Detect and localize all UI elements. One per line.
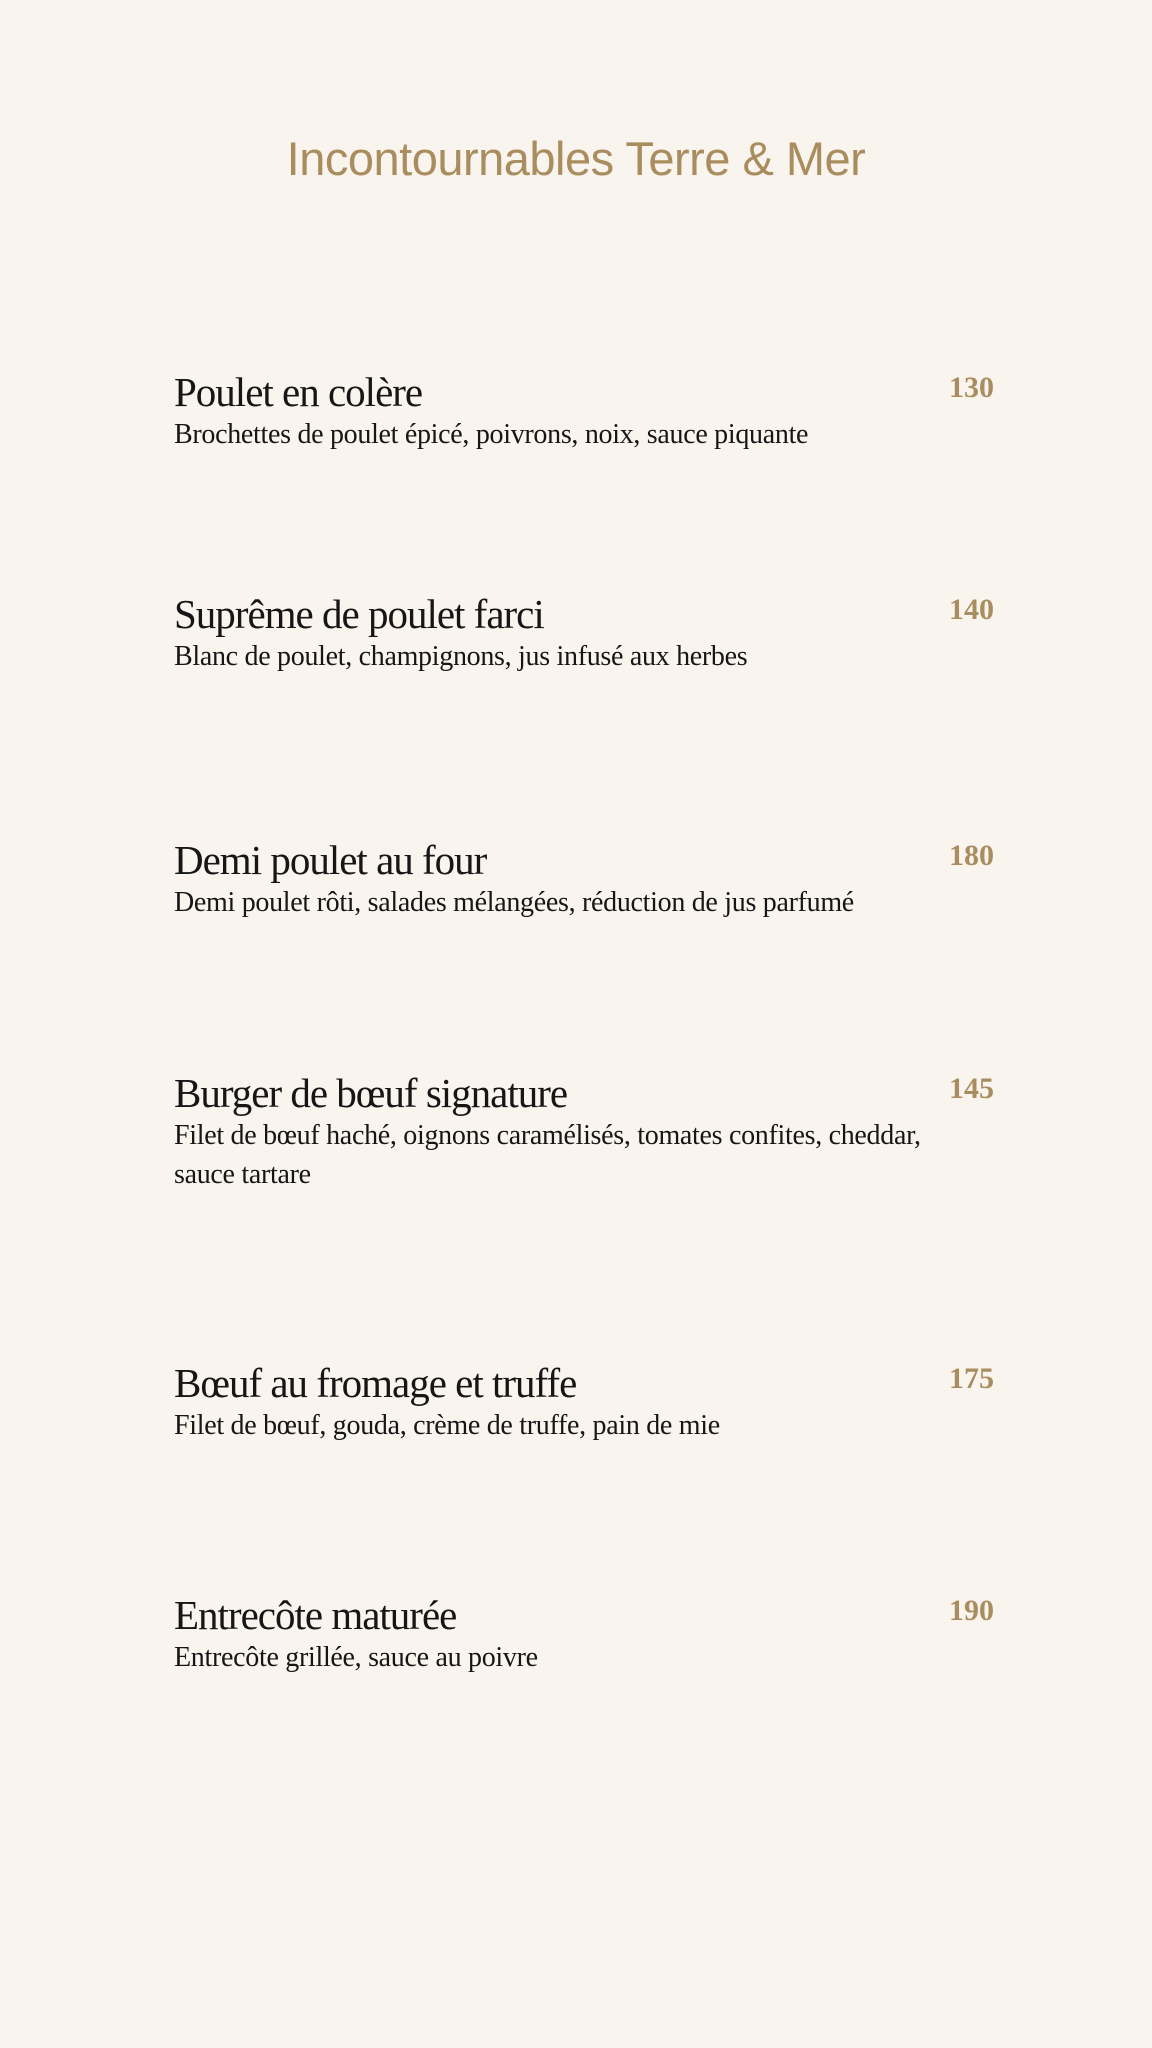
menu-item-poulet-en-colere	[174, 369, 994, 454]
dish-description: Demi poulet rôti, salades mélangées, réduction de jus parfumé	[174, 887, 854, 918]
dish-name: Suprême de poulet farci	[174, 591, 544, 637]
dish-description: Entrecôte grillée, sauce au poivre	[174, 1642, 538, 1673]
dish-name: Demi poulet au four	[174, 837, 487, 883]
menu-item-demi-poulet-au-four	[174, 837, 994, 922]
dish-name: Entrecôte maturée	[174, 1592, 457, 1638]
menu-title: Incontournables Terre & Mer	[286, 132, 866, 186]
dish-price: 180	[949, 839, 994, 872]
dish-price: 140	[949, 593, 994, 626]
menu-item-burger-de-boeuf-signature	[174, 1070, 994, 1194]
menu-item-supreme-de-poulet-farci	[174, 591, 994, 676]
dish-price: 145	[949, 1072, 994, 1105]
dish-name: Poulet en colère	[174, 369, 423, 415]
menu-item-entrecote-maturee	[174, 1592, 994, 1677]
dish-name: Burger de bœuf signature	[174, 1070, 568, 1116]
dish-price: 175	[949, 1362, 994, 1395]
dish-description: Filet de bœuf haché, oignons caramélisés, tomates confites, cheddar, sauce tartare	[174, 1120, 921, 1190]
dish-description: Filet de bœuf, gouda, crème de truffe, pain de mie	[174, 1410, 720, 1441]
dish-description: Blanc de poulet, champignons, jus infusé aux herbes	[174, 641, 748, 672]
dish-price: 190	[949, 1594, 994, 1627]
dish-price: 130	[949, 371, 994, 404]
dish-description: Brochettes de poulet épicé, poivrons, noix, sauce piquante	[174, 419, 809, 450]
dish-name: Bœuf au fromage et truffe	[174, 1360, 577, 1406]
menu-item-boeuf-au-fromage-et-truffe	[174, 1360, 994, 1445]
